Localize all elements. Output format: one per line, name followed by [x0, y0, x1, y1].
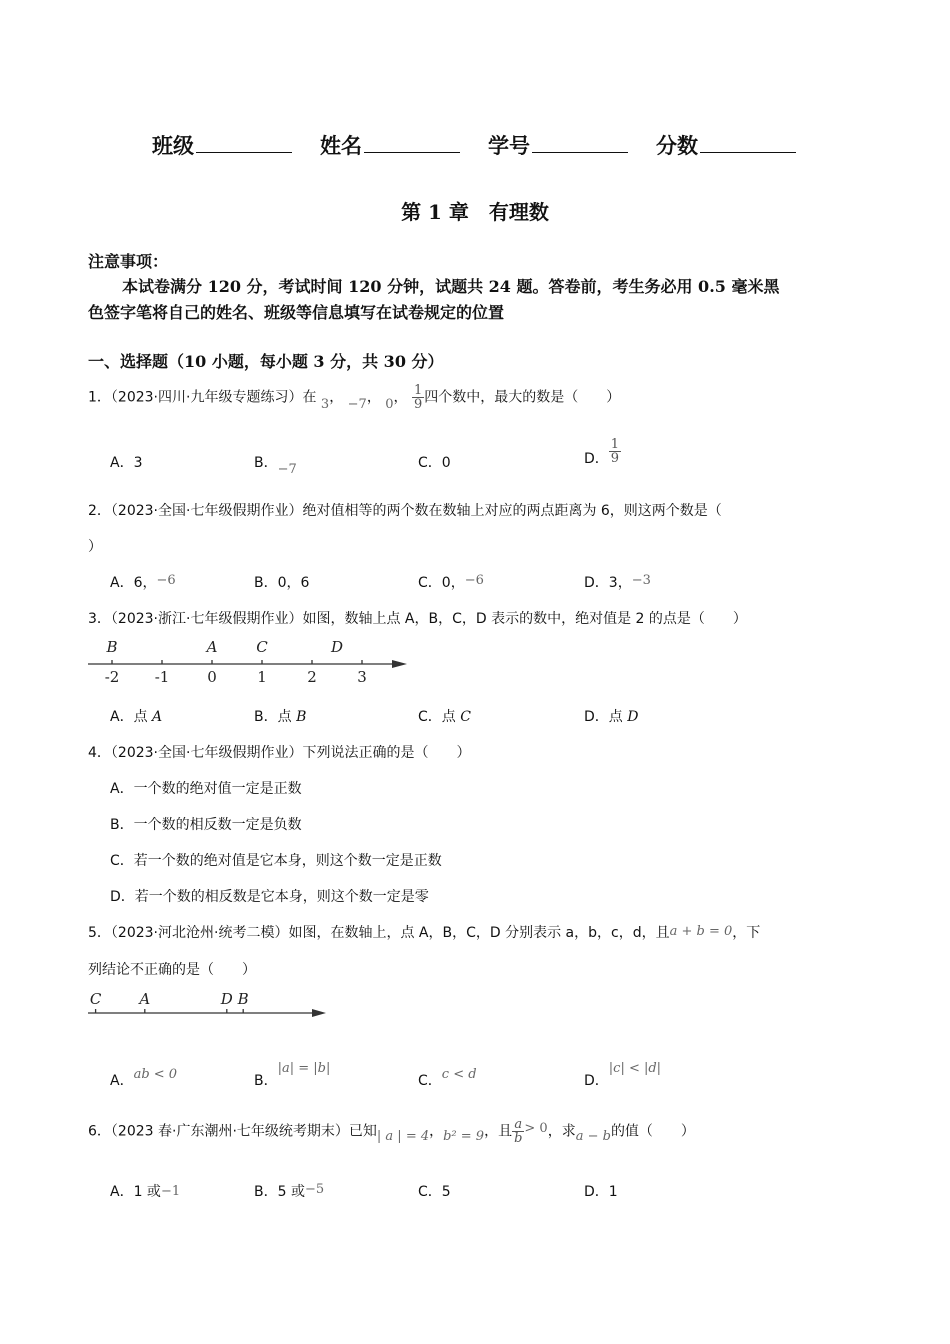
q5-option-b-label: B． [254, 1073, 278, 1089]
q4-option-c[interactable]: C．若一个数的绝对值是它本身，则这个数一定是正数 [110, 853, 442, 869]
q3-source: （2023·浙江·七年级假期作业） [110, 611, 303, 627]
question-1: 1．（2023·四川·九年级专题练习）在 3， −7， 0， $\frac{1}{9}$ 四个数中，最大的数是（ ） [88, 383, 621, 412]
q6-option-b-text: 5 或 [277, 1184, 305, 1200]
q6-number: 6． [88, 1123, 111, 1140]
q5-option-c-math: c < d [441, 1067, 477, 1082]
q6-frac-den: b [514, 1131, 523, 1146]
q2-option-c-label: C． [418, 575, 442, 591]
q2-option-a-label: A． [110, 575, 134, 591]
notice-line-2: 色签字笔将自己的姓名、班级等信息填写在试卷规定的位置 [88, 303, 505, 322]
q2-option-c-math: −6 [464, 573, 484, 588]
q1-number: 1． [88, 389, 111, 406]
q3-option-d-math: D [627, 709, 639, 725]
q1-option-d-den: 9 [610, 451, 620, 466]
q1-source: （2023·四川·九年级专题练习） [110, 389, 303, 406]
q2-option-d-label: D． [584, 575, 609, 591]
q3-tick-label: -1 [154, 668, 170, 686]
notice-line-1: 本试卷满分 120 分，考试时间 120 分钟，试题共 24 题。答卷前，考生务必用 0.5 毫米黑 [122, 277, 780, 296]
q3-option-a-text: 点 [133, 709, 153, 725]
q4-option-a[interactable]: A．一个数的绝对值一定是正数 [110, 781, 302, 797]
q6-ask: ，求 [547, 1123, 576, 1140]
q6-option-c-label: C． [418, 1184, 442, 1200]
header-id-label: 学号 [488, 133, 530, 158]
q3-option-c-math: C [460, 709, 471, 725]
q1-option-a[interactable] [110, 452, 143, 472]
question-4 [88, 742, 470, 762]
q3-option-b-math: B [296, 709, 307, 725]
q6-option-a-label: A． [110, 1184, 134, 1200]
header-name-blank[interactable] [364, 134, 460, 153]
q3-axis-arrow [392, 660, 407, 668]
q2-option-a-text: 6， [133, 575, 157, 591]
q4-text: 下列说法正确的是（ ） [302, 745, 471, 761]
q3-option-c[interactable] [418, 706, 471, 726]
q5-source: （2023·河北沧州·统考二模） [110, 925, 289, 941]
header-score-field[interactable] [656, 130, 796, 160]
q3-point-label: D [330, 638, 344, 656]
q6-cond1: | a | = 4 [376, 1128, 430, 1144]
q5-option-c[interactable] [418, 1067, 477, 1090]
q1-option-a-value: 3 [133, 455, 143, 471]
q3-tick-label: -2 [104, 668, 120, 686]
q5-point-label: C [89, 990, 102, 1008]
q1-option-c-value: 0 [441, 455, 451, 471]
q2-number: 2． [88, 503, 111, 519]
page-title: 第 1 章 有理数 [401, 200, 549, 224]
q3-option-a-math: A [152, 709, 163, 725]
q3-option-b-text: 点 [277, 709, 297, 725]
q3-tick-label: 2 [307, 668, 317, 686]
q3-option-c-label: C． [418, 709, 442, 725]
q2-option-b-label: B． [254, 575, 278, 591]
q6-fraction [512, 1118, 524, 1145]
header-class-field[interactable] [152, 130, 292, 160]
header-name-field[interactable] [320, 130, 460, 160]
q1-n3: 0 [385, 396, 394, 412]
notice-heading: 注意事项： [88, 252, 169, 271]
q3-tick-label: 0 [207, 668, 217, 686]
q5-option-b[interactable] [254, 1061, 331, 1090]
q3-option-b-label: B． [254, 709, 278, 725]
q1-option-a-label: A． [110, 455, 134, 471]
q1-fraction [412, 384, 424, 411]
q4-number: 4． [88, 745, 111, 761]
q2-option-a-math: −6 [156, 573, 176, 588]
q5-number: 5． [88, 925, 111, 941]
q2-continuation: ） [88, 539, 102, 555]
question-2 [88, 500, 722, 520]
q5-condition: a + b = 0 [669, 924, 733, 939]
q3-tick-label: 3 [357, 668, 367, 686]
header-name-label: 姓名 [320, 133, 362, 158]
q3-point-label: C [256, 638, 268, 656]
q5-option-a-math: ab < 0 [133, 1067, 178, 1082]
q3-option-a-label: A． [110, 709, 134, 725]
q5-option-a-label: A． [110, 1073, 134, 1089]
q5-axis-arrow [312, 1009, 326, 1017]
q6-option-a[interactable] [110, 1181, 180, 1201]
q1-post: 四个数中，最大的数是（ ） [424, 389, 621, 406]
q1-option-d-label: D． [584, 450, 609, 467]
question-5 [88, 922, 760, 942]
q6-option-a-text: 1 或 [133, 1184, 161, 1200]
q2-option-d-text: 3， [608, 575, 632, 591]
q3-number-line [88, 634, 418, 690]
q1-n1: 3 [320, 396, 330, 412]
header-score-blank[interactable] [700, 134, 796, 153]
q4-source: （2023·全国·七年级假期作业） [110, 745, 303, 761]
q5-option-c-label: C． [418, 1073, 442, 1089]
q5-option-b-math: |a| = |b| [277, 1061, 331, 1076]
q3-point-label: B [106, 638, 118, 656]
q6-gt: > 0 [524, 1120, 548, 1136]
header-id-blank[interactable] [532, 134, 628, 153]
q3-option-a[interactable] [110, 706, 162, 726]
q5-option-d-label: D． [584, 1073, 609, 1089]
q3-option-d[interactable] [584, 706, 638, 726]
q6-cond2: b² = 9 [443, 1128, 485, 1144]
q6-option-d-text: 1 [608, 1184, 618, 1200]
q3-option-b[interactable] [254, 706, 306, 726]
q3-text: 如图，数轴上点 A，B，C，D 表示的数中，绝对值是 2 的点是（ ） [302, 611, 747, 627]
q3-option-c-text: 点 [441, 709, 461, 725]
q6-frac-num: a [512, 1118, 524, 1132]
q5-continuation: 列结论不正确的是（ ） [88, 962, 256, 978]
q2-option-d-math: −3 [631, 573, 651, 588]
q1-option-d-num: 1 [610, 437, 620, 452]
q5-text-end: ，下 [732, 925, 761, 941]
q2-option-b-text: 0，6 [277, 575, 310, 591]
q6-option-b[interactable] [254, 1181, 324, 1201]
q2-text: 绝对值相等的两个数在数轴上对应的两点距离为 6，则这两个数是（ [302, 503, 722, 519]
header-class-label: 班级 [152, 133, 194, 158]
q1-option-c-label: C． [418, 455, 442, 471]
q5-text: 如图，在数轴上，点 A，B，C，D 分别表示 a，b，c，d，且 [288, 925, 670, 941]
q5-point-label: B [237, 990, 249, 1008]
q4-option-d[interactable]: D．若一个数的相反数是它本身，则这个数一定是零 [110, 889, 429, 905]
q6-option-a-math: −1 [160, 1184, 181, 1199]
q1-pre: 在 [302, 389, 317, 406]
q5-option-a[interactable] [110, 1067, 178, 1090]
q6-option-b-label: B． [254, 1184, 278, 1200]
header-class-blank[interactable] [196, 134, 292, 153]
q2-option-b[interactable] [254, 572, 309, 592]
q1-frac-num: 1 [414, 383, 423, 398]
question-6 [88, 1118, 695, 1145]
q6-pre: 已知 [348, 1123, 377, 1140]
q6-sep: ， [429, 1123, 444, 1140]
q6-source: （2023 春·广东潮州·七年级统考期末） [110, 1123, 349, 1140]
q5-option-d-math: |c| < |d| [608, 1061, 662, 1076]
q3-number: 3． [88, 611, 111, 627]
q3-option-d-text: 点 [608, 709, 628, 725]
q1-option-d-fraction [609, 438, 621, 465]
header-id-field[interactable] [488, 130, 628, 160]
q1-option-d[interactable] [584, 438, 621, 465]
q3-tick-label: 1 [257, 668, 267, 686]
q6-option-d-label: D． [584, 1184, 609, 1200]
q6-expr: a − b [575, 1128, 611, 1144]
q1-option-b[interactable] [254, 452, 297, 477]
q5-point-label: A [139, 990, 151, 1008]
q3-option-d-label: D． [584, 709, 609, 725]
question-3 [88, 608, 747, 628]
q2-option-d[interactable] [584, 572, 651, 592]
q6-option-c[interactable] [418, 1181, 451, 1201]
q6-post: 的值（ ） [610, 1123, 695, 1140]
q6-mid: ，且 [484, 1123, 513, 1140]
section-heading: 一、选择题（10 小题，每小题 3 分，共 30 分） [88, 352, 444, 371]
q6-option-b-math: −5 [304, 1182, 325, 1197]
q2-source: （2023·全国·七年级假期作业） [110, 503, 303, 519]
q1-option-c[interactable] [418, 452, 451, 472]
q1-option-b-value: −7 [277, 462, 297, 477]
q6-option-c-text: 5 [441, 1184, 451, 1200]
q2-option-a[interactable] [110, 572, 176, 592]
q5-number-line [88, 988, 338, 1024]
q6-option-d[interactable] [584, 1181, 618, 1201]
q5-option-d[interactable] [584, 1061, 662, 1090]
header-score-label: 分数 [656, 133, 698, 158]
q1-n2: −7 [347, 396, 367, 412]
q5-point-label: D [220, 990, 233, 1008]
q1-option-b-label: B． [254, 455, 278, 471]
q2-option-c[interactable] [418, 572, 484, 592]
q4-option-b[interactable]: B．一个数的相反数一定是负数 [110, 817, 302, 833]
q1-frac-den: 9 [414, 397, 423, 412]
q3-point-label: A [206, 638, 218, 656]
q2-option-c-text: 0， [441, 575, 465, 591]
